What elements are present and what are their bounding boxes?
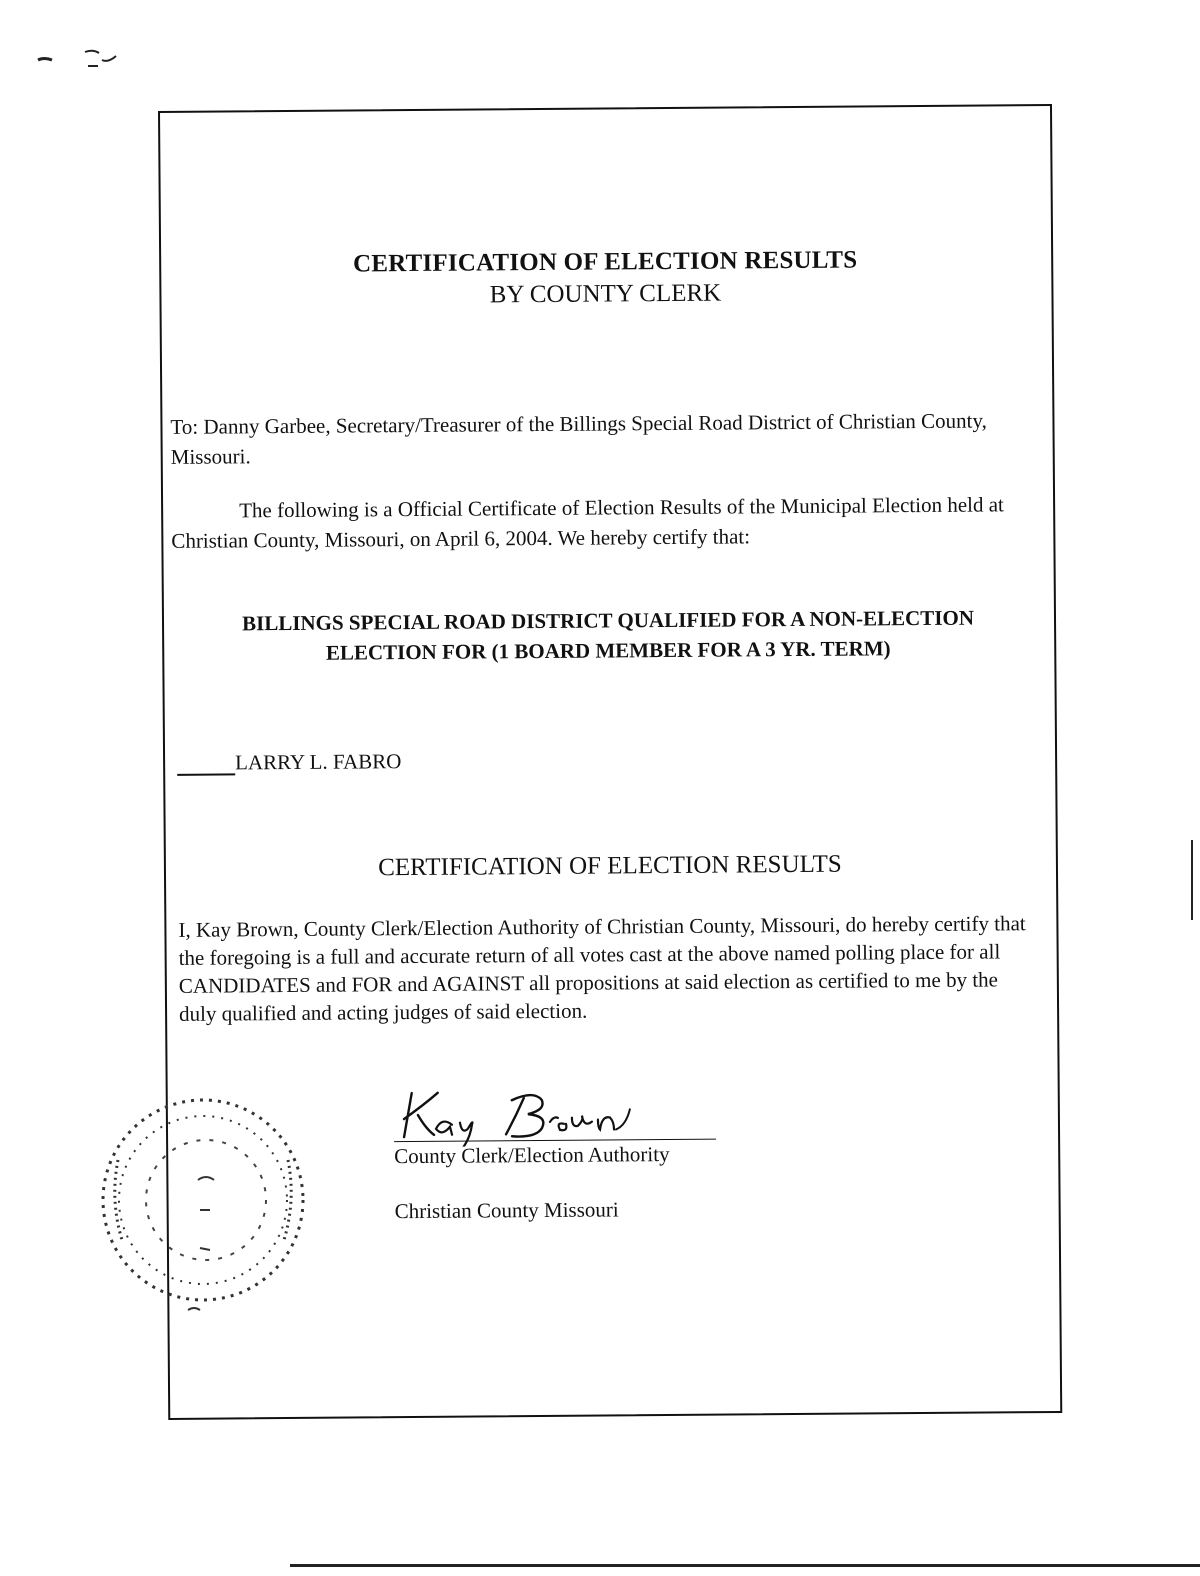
- qualified-statement: [182, 602, 1034, 669]
- scan-edge-mark-bottom: [290, 1564, 1200, 1567]
- qualified-line-1: BILLINGS SPECIAL ROAD DISTRICT QUALIFIED FOR A NON-ELECTION: [241, 605, 975, 636]
- document-subtitle: BY COUNTY CLERK: [489, 279, 722, 309]
- intro-paragraph: The following is a Official Certificate of Election Results of the Municipal Election held at Christian County, Missouri, on April 6, 2004. We hereby certify that:: [171, 492, 1004, 553]
- certification-heading: CERTIFICATION OF ELECTION RESULTS: [378, 850, 842, 882]
- candidate-name: LARRY L. FABRO: [235, 749, 402, 775]
- qualified-line-2: ELECTION FOR (1 BOARD MEMBER FOR A 3 YR. TERM): [325, 636, 891, 665]
- handwritten-signature: [394, 1083, 714, 1148]
- candidate-blank-line: [177, 751, 235, 775]
- signature-title: County Clerk/Election Authority: [394, 1142, 670, 1169]
- signature-county: Christian County Missouri: [394, 1197, 619, 1224]
- embossed-county-seal: [88, 1080, 318, 1320]
- scan-edge-mark-right: [1191, 840, 1193, 920]
- scan-speck-marks: [30, 40, 140, 80]
- document-title: CERTIFICATION OF ELECTION RESULTS: [352, 246, 858, 278]
- addressee-line: To: Danny Garbee, Secretary/Treasurer of the Billings Special Road District of Christian County, Missouri.: [170, 408, 987, 469]
- candidate-row: [177, 749, 401, 776]
- certification-paragraph: I, Kay Brown, County Clerk/Election Authority of Christian County, Missouri, do hereby certify that the foregoing is a full and accurate return of all votes cast at the above named polling place for all CANDIDATES and FOR and AGAINST all propositions at said election as certified to me by the duly qualified and acting judges of said election.: [178, 911, 1026, 1026]
